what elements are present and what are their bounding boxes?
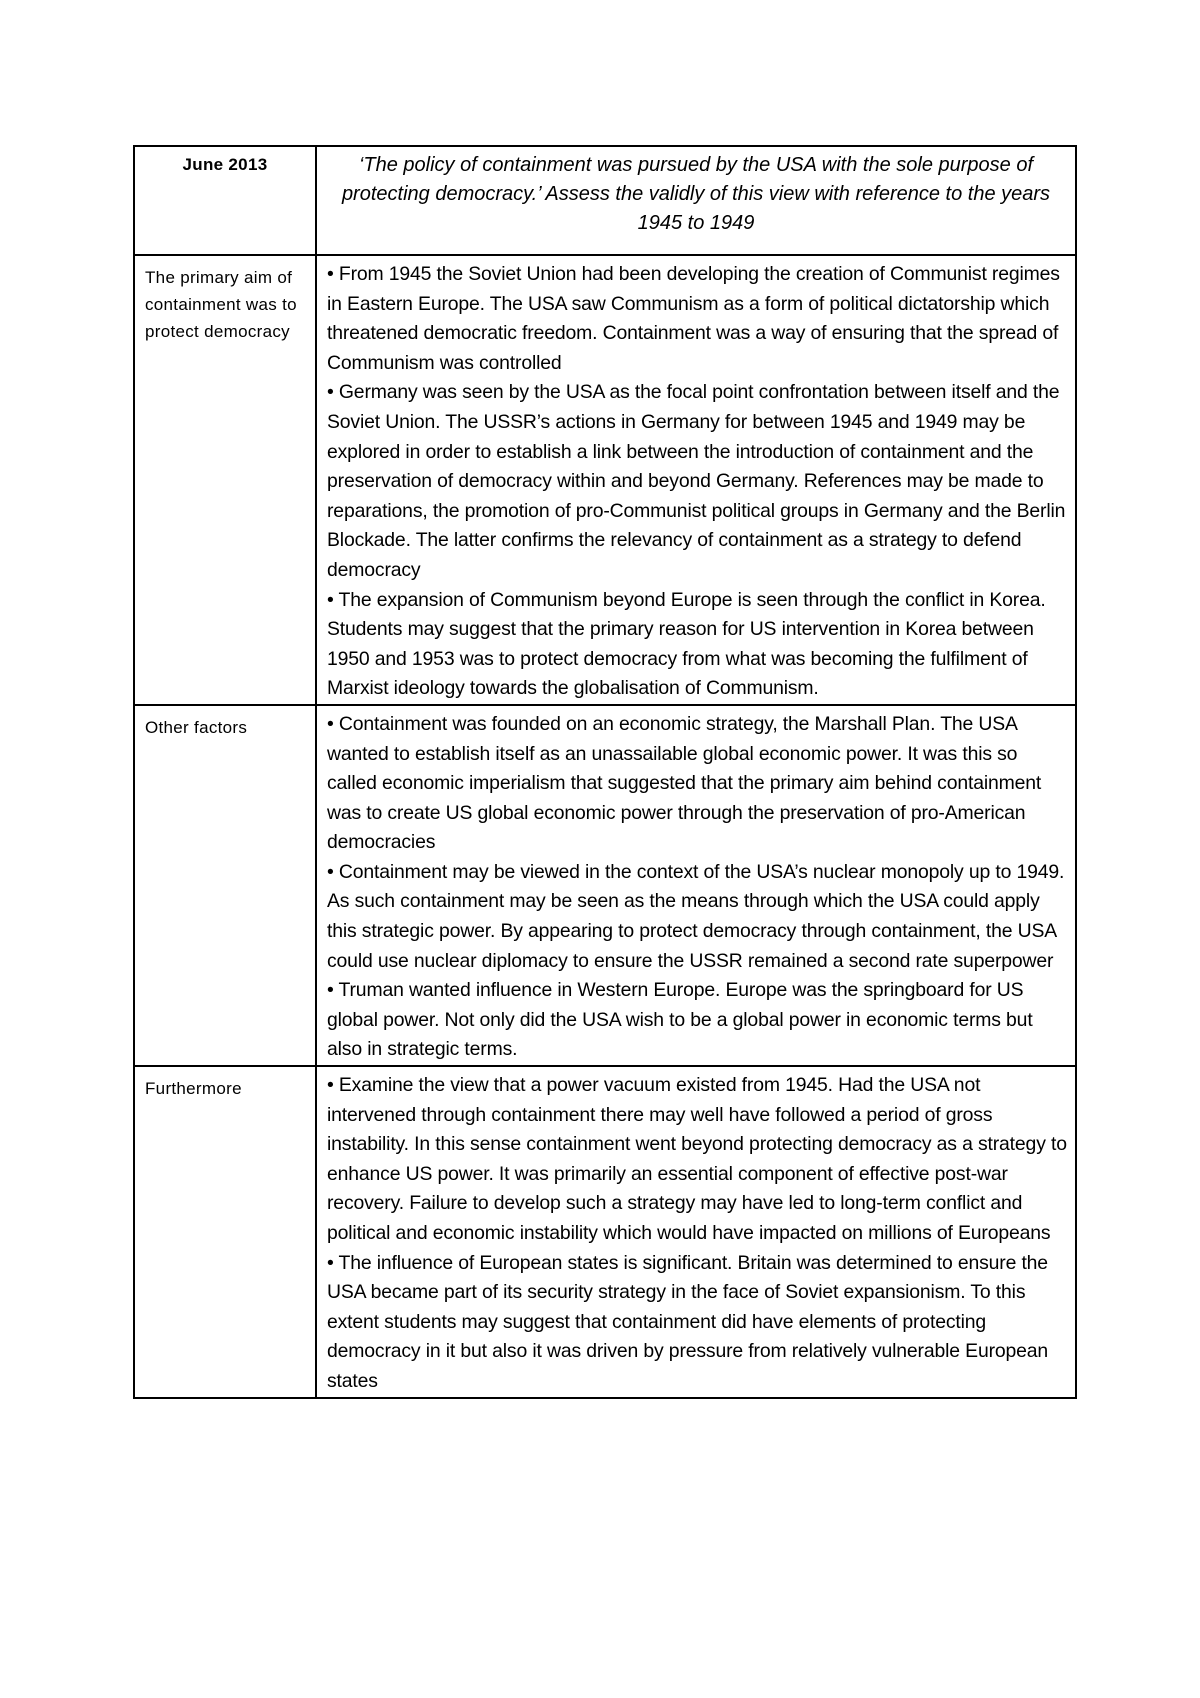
table-row xyxy=(134,1066,1076,1398)
bullet-point: • Examine the view that a power vacuum existed from 1945. Had the USA not intervened through containment there may well have followed a period of gross instability. In this sense containment went beyond protecting democracy as a strategy to enhance US power. It was primarily an essential component of effective post-war recovery. Failure to develop such a strategy may have led to long-term conflict and political and economic instability which would have impacted on millions of Europeans xyxy=(327,1074,1067,1244)
bullet-point: • Truman wanted influence in Western Europe. Europe was the springboard for US global power. Not only did the USA wish to be a global power in economic terms but also in strategic terms. xyxy=(327,979,1033,1061)
exam-question: ‘The policy of containment was pursued by the USA with the sole purpose of protecting democracy.’ Assess the validly of this view with reference to the years 1945 to 1949 xyxy=(316,146,1076,255)
bullet-point: • Containment may be viewed in the context of the USA’s nuclear monopoly up to 1949. As such containment may be seen as the means through which the USA could apply this strategic power. By appearing to protect democracy through containment, the USA could use nuclear diplomacy to ensure the USSR remained a second rate superpower xyxy=(327,860,1065,972)
row-content xyxy=(316,255,1076,705)
table-row xyxy=(134,705,1076,1066)
row-label: The primary aim of containment was to protect democracy xyxy=(134,255,316,705)
row-label: Other factors xyxy=(134,705,316,1066)
row-label: Furthermore xyxy=(134,1066,316,1398)
exam-date-label: June 2013 xyxy=(134,146,316,255)
bullet-point: • The expansion of Communism beyond Europe is seen through the conflict in Korea. Students may suggest that the primary reason for US intervention in Korea between 1950 and 1953 was to protect democracy from what was becoming the fulfilment of Marxist ideology towards the globalisation of Communism. xyxy=(327,588,1046,700)
header-row xyxy=(134,146,1076,255)
table-row xyxy=(134,255,1076,705)
row-content xyxy=(316,1066,1076,1398)
row-content xyxy=(316,705,1076,1066)
mark-scheme-table xyxy=(133,145,1077,1399)
bullet-point: • Containment was founded on an economic strategy, the Marshall Plan. The USA wanted to establish itself as an unassailable global economic power. It was this so called economic imperialism that suggested that the primary aim behind containment was to create US global economic power through the preservation of pro-American democracies xyxy=(327,712,1042,854)
bullet-point: • The influence of European states is significant. Britain was determined to ensure the USA became part of its security strategy in the face of Soviet expansionism. To this extent students may suggest that containment did have elements of protecting democracy in it but also it was driven by pressure from relatively vulnerable European states xyxy=(327,1251,1049,1392)
bullet-point: • Germany was seen by the USA as the focal point confrontation between itself and the Soviet Union. The USSR’s actions in Germany for between 1945 and 1949 may be explored in order to establish a link between the introduction of containment and the preservation of democracy within and beyond Germany. References may be made to reparations, the promotion of pro-Communist political groups in Germany and the Berlin Blockade. The latter confirms the relevancy of containment as a strategy to defend democracy xyxy=(327,381,1066,581)
bullet-point: • From 1945 the Soviet Union had been developing the creation of Communist regimes in Eastern Europe. The USA saw Communism as a form of political dictatorship which threatened democratic freedom. Containment was a way of ensuring that the spread of Communism was controlled xyxy=(327,263,1060,374)
